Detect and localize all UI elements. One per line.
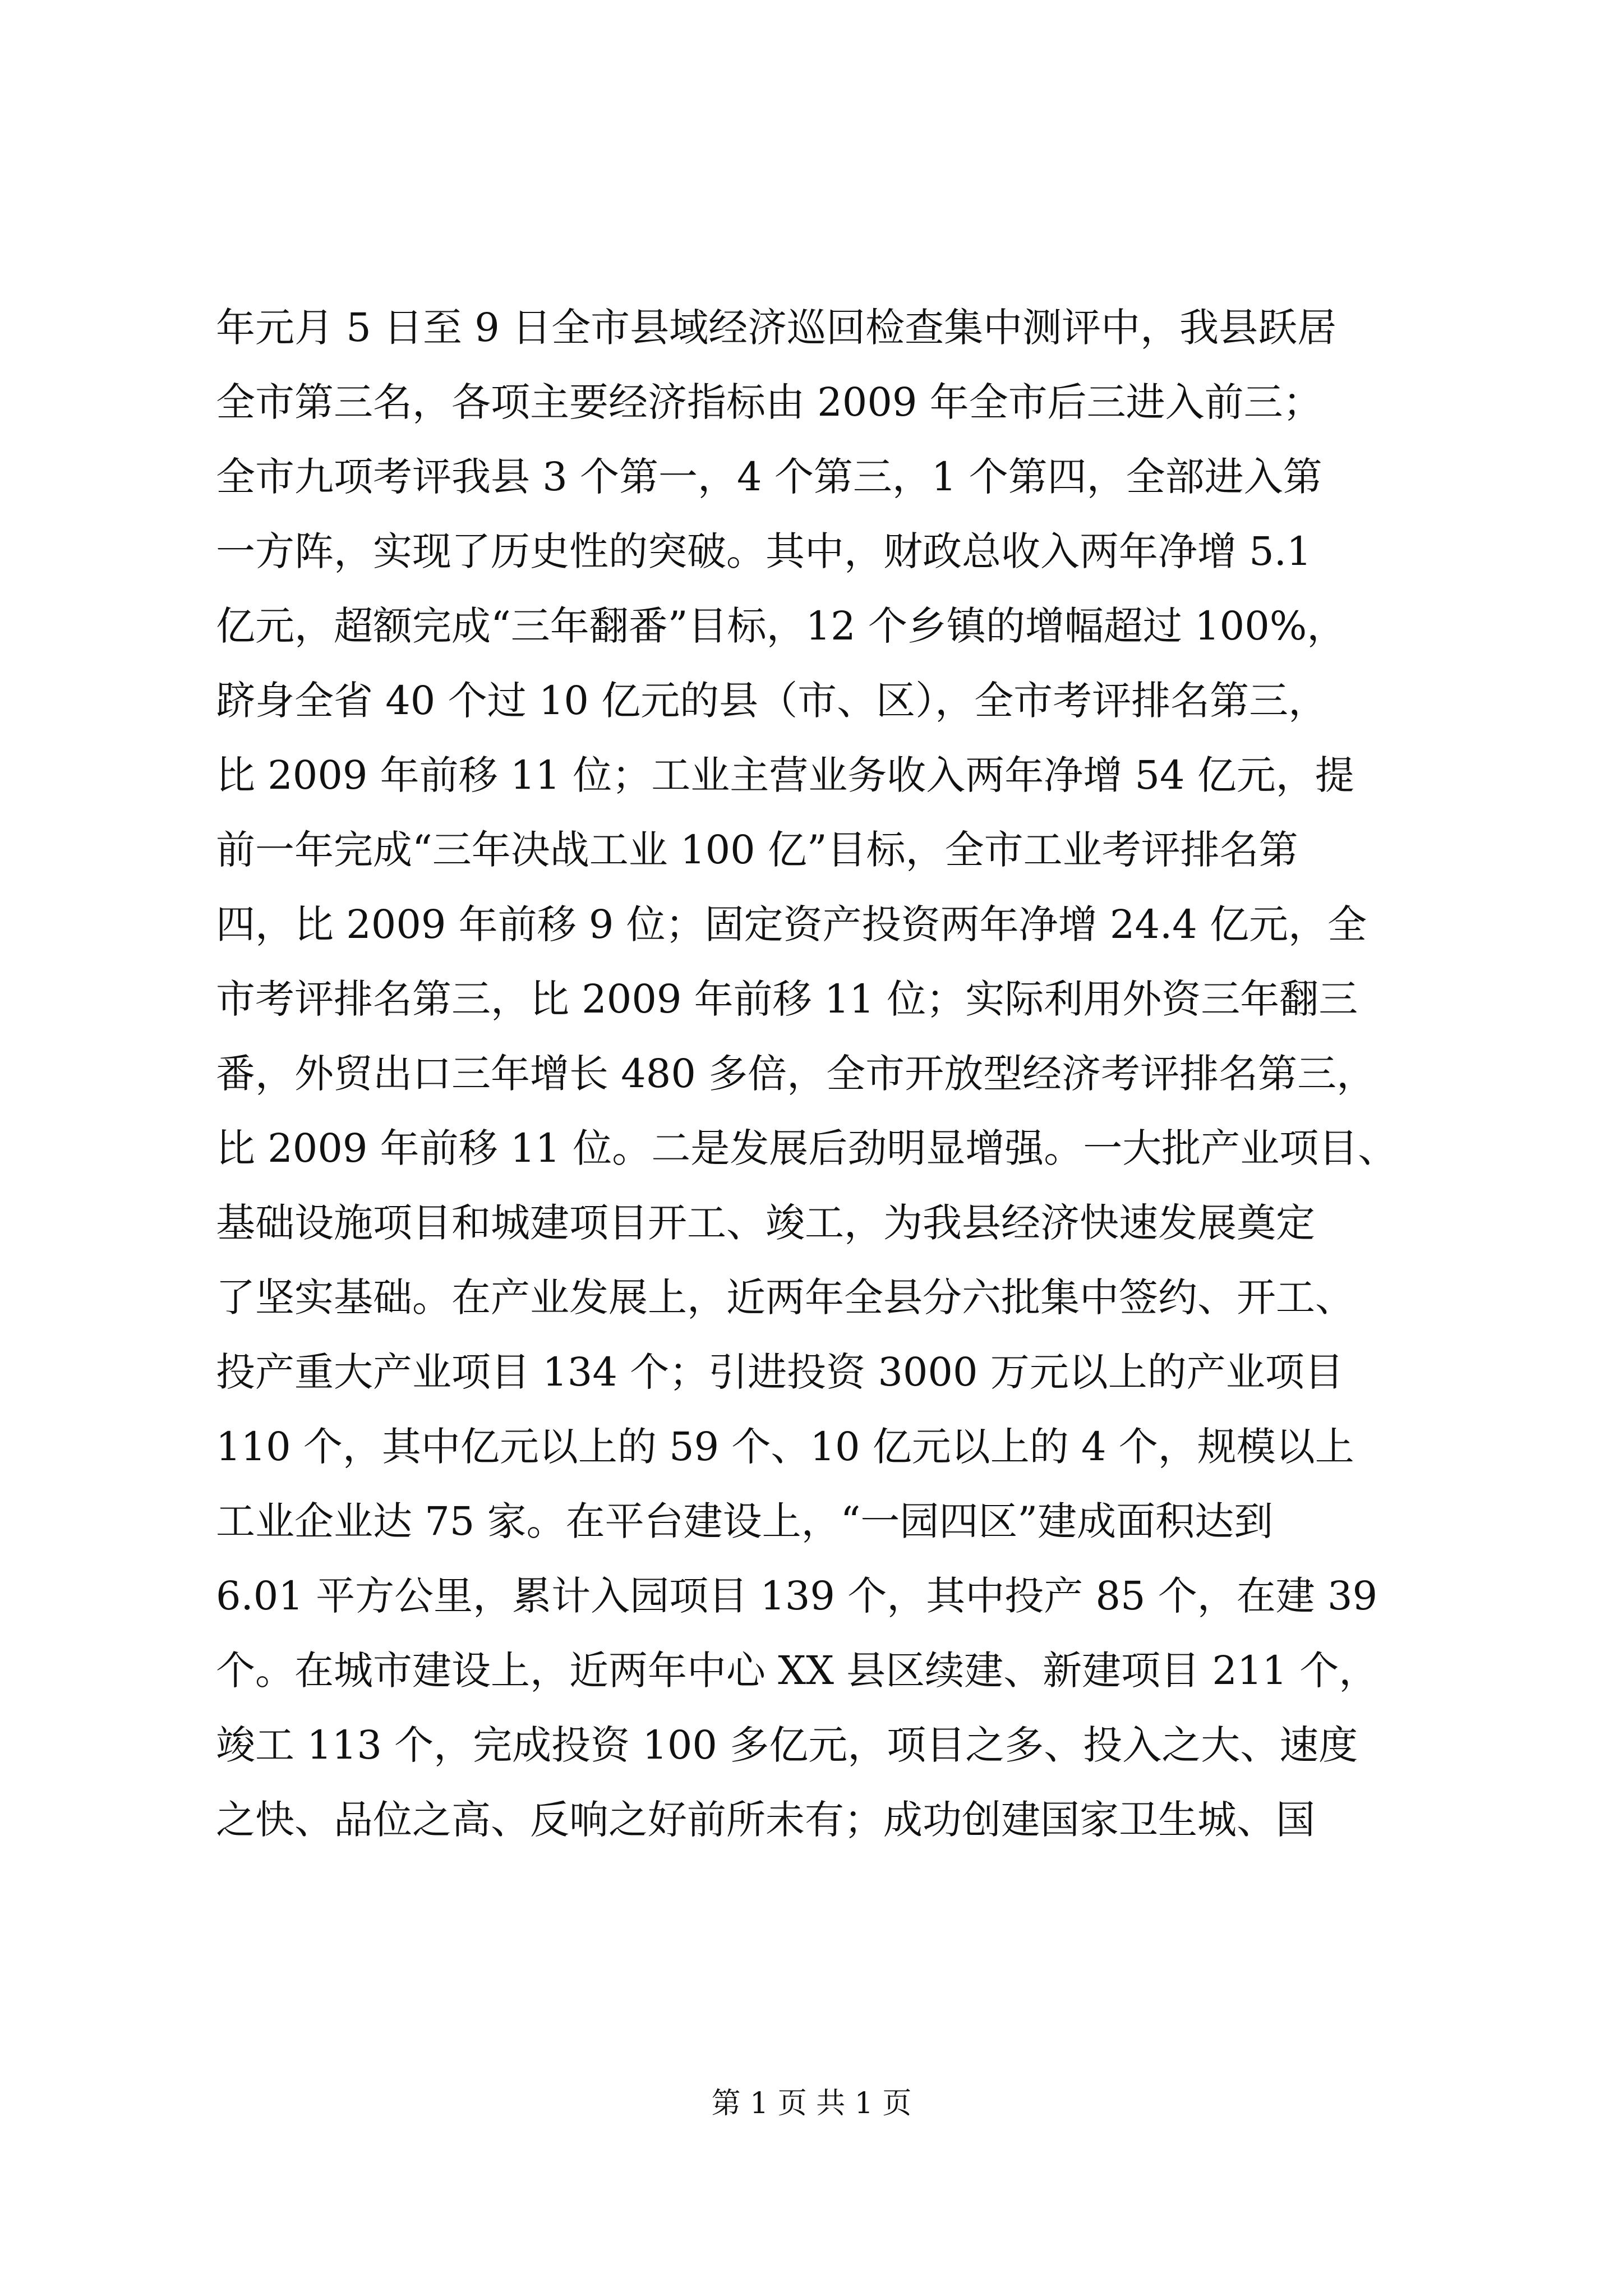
text-line: 竣工 113 个，完成投资 100 多亿元，项目之多、投入之大、速度 bbox=[216, 1722, 1358, 1768]
text-line: 个。在城市建设上，近两年中心 XX 县区续建、新建项目 211 个， bbox=[216, 1648, 1378, 1694]
text-line: 比 2009 年前移 11 位；工业主营业务收入两年净增 54 亿元，提 bbox=[216, 752, 1354, 798]
text-line: 全市第三名，各项主要经济指标由 2009 年全市后三进入前三； bbox=[216, 379, 1322, 425]
text-line: 四，比 2009 年前移 9 位；固定资产投资两年净增 24.4 亿元，全 bbox=[216, 901, 1367, 947]
text-line: 之快、品位之高、反响之好前所未有；成功创建国家卫生城、国 bbox=[216, 1797, 1315, 1843]
text-line: 6.01 平方公里，累计入园项目 139 个，其中投产 85 个，在建 39 bbox=[216, 1573, 1378, 1619]
text-line: 跻身全省 40 个过 10 亿元的县（市、区），全市考评排名第三， bbox=[216, 678, 1328, 724]
text-line: 亿元，超额完成“三年翻番”目标，12 个乡镇的增幅超过 100%， bbox=[216, 603, 1347, 649]
text-line: 番，外贸出口三年增长 480 多倍，全市开放型经济考评排名第三， bbox=[216, 1051, 1376, 1097]
text-line: 一方阵，实现了历史性的突破。其中，财政总收入两年净增 5.1 bbox=[216, 528, 1312, 574]
text-line: 年元月 5 日至 9 日全市县域经济巡回检查集中测评中，我县跃居 bbox=[216, 305, 1337, 351]
text-line: 基础设施项目和城建项目开工、竣工，为我县经济快速发展奠定 bbox=[216, 1200, 1315, 1246]
text-line: 110 个，其中亿元以上的 59 个、10 亿元以上的 4 个，规模以上 bbox=[216, 1424, 1354, 1470]
page-footer bbox=[0, 2084, 1623, 2123]
text-line: 了坚实基础。在产业发展上，近两年全县分六批集中签约、开工、 bbox=[216, 1274, 1354, 1320]
text-line: 全市九项考评我县 3 个第一，4 个第三，1 个第四，全部进入第 bbox=[216, 454, 1322, 500]
text-line: 投产重大产业项目 134 个；引进投资 3000 万元以上的产业项目 bbox=[216, 1349, 1344, 1395]
body-text bbox=[216, 291, 1438, 1857]
text-line: 工业企业达 75 家。在平台建设上，“一园四区”建成面积达到 bbox=[216, 1498, 1274, 1544]
page-number-label: 第 1 页 共 1 页 bbox=[711, 2087, 912, 2120]
text-line: 比 2009 年前移 11 位。二是发展后劲明显增强。一大批产业项目、 bbox=[216, 1125, 1398, 1171]
text-line: 前一年完成“三年决战工业 100 亿”目标，全市工业考评排名第 bbox=[216, 827, 1298, 873]
text-line: 市考评排名第三，比 2009 年前移 11 位；实际利用外资三年翻三 bbox=[216, 976, 1358, 1022]
